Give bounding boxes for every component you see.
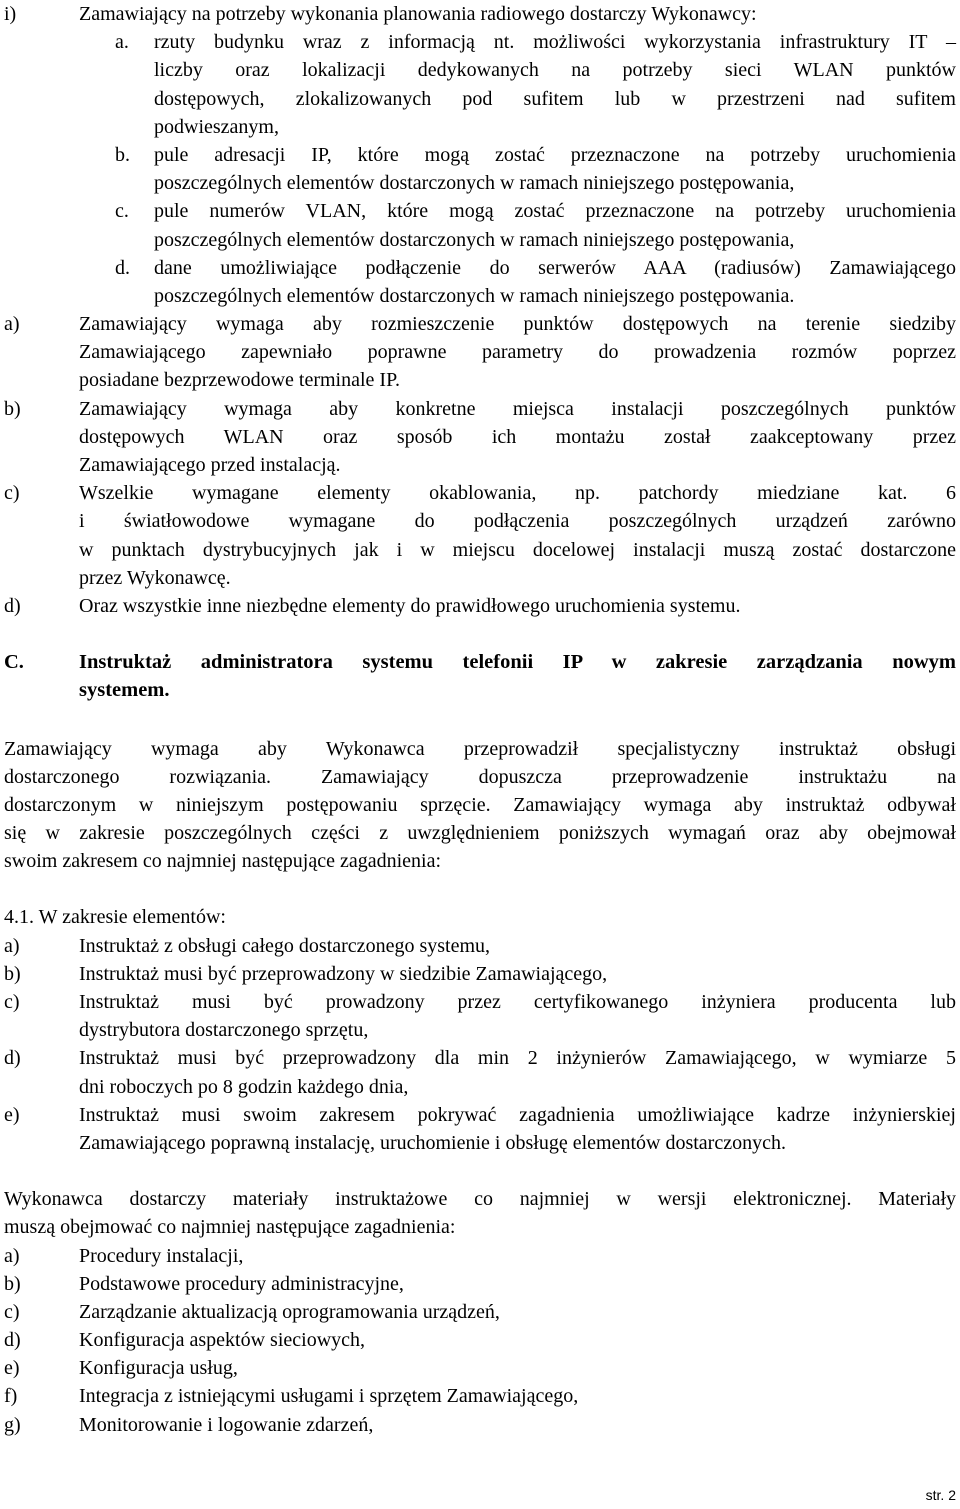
list-item-row [4, 1101, 956, 1129]
list-marker: c) [4, 1300, 20, 1323]
spacer [4, 875, 956, 903]
list-marker: a) [4, 934, 20, 957]
section-41-heading: 4.1. W zakresie elementów: [4, 906, 226, 929]
list-item-row [4, 395, 956, 423]
list-marker: i) [4, 3, 17, 25]
list-marker: d) [4, 1047, 21, 1070]
list-item [4, 1382, 956, 1410]
list-item [4, 1270, 956, 1298]
list-item-text: dni roboczych po 8 godzin każdego dnia, [79, 1075, 409, 1098]
list-item-text: Instruktaż musi być przeprowadzony dla min 2 inżynierów Zamawiającego, w wymiarze 5 [79, 1047, 956, 1070]
list-item [4, 988, 956, 1044]
list-item-row [4, 479, 956, 507]
list-item-text: dystrybutora dostarczonego sprzętu, [79, 1019, 369, 1042]
list-marker: b) [4, 1272, 21, 1295]
list-item-text: Instruktaż musi być prowadzony przez certyfikowanego inżyniera producenta lub [79, 991, 956, 1013]
section-i-heading [4, 0, 956, 28]
sub-list-item [4, 197, 956, 253]
list-item [4, 1044, 956, 1100]
list-item-text: pule numerów VLAN, które mogą zostać przeznaczone na potrzeby uruchomienia [154, 200, 956, 223]
list-item [4, 1101, 956, 1157]
list-marker: e) [4, 1103, 20, 1126]
list-item-text: dane umożliwiające podłączenie do serwerów AAA (radiusów) Zamawiającego [154, 256, 956, 279]
list-marker: d) [4, 1329, 21, 1352]
list-marker: a) [4, 1244, 20, 1267]
materials-list [4, 1242, 956, 1439]
list-item [4, 310, 956, 395]
list-marker: c) [4, 991, 20, 1013]
list-marker: e) [4, 1357, 20, 1380]
list-item-text: Podstawowe procedury administracyjne, [79, 1272, 404, 1295]
list-item-text: i światłowodowe wymagane do podłączenia poszczególnych urządzeń zarówno [79, 510, 956, 533]
list-item-text: Integracja z istniejącymi usługami i sprzętem Zamawiającego, [79, 1385, 579, 1408]
list-marker: g) [4, 1413, 21, 1436]
paragraph-line: Wykonawca dostarczy materiały instruktażowe co najmniej w wersji elektronicznej. Materiały [4, 1188, 956, 1211]
list-marker: b) [4, 397, 21, 420]
list-item-row [4, 960, 956, 988]
list-item-text: poszczególnych elementów dostarczonych w ramach niniejszego postępowania, [154, 172, 795, 195]
list-item-text: posiadane bezprzewodowe terminale IP. [79, 369, 400, 392]
list-item-text: Oraz wszystkie inne niezbędne elementy do prawidłowego uruchomienia systemu. [79, 594, 741, 617]
list-item-row [4, 254, 956, 282]
list-item-row [4, 310, 956, 338]
section-i-list [4, 28, 956, 310]
list-item [4, 395, 956, 480]
list-item-text: podwieszanym, [154, 115, 279, 138]
page-number: str. 2 [925, 1487, 956, 1503]
section-c-marker: C. [4, 651, 24, 674]
list-item-text: dostępowych WLAN oraz sposób ich montażu został zaakceptowany przez [79, 425, 956, 448]
requirements-list [4, 310, 956, 620]
list-item [4, 1242, 956, 1270]
sub-list-item [4, 254, 956, 310]
list-item-text: rzuty budynku wraz z informacją nt. możliwości wykorzystania infrastruktury IT – [154, 31, 956, 54]
list-item-text: pule adresacji IP, które mogą zostać przeznaczone na potrzeby uruchomienia [154, 143, 956, 166]
list-item-text: liczby oraz lokalizacji dedykowanych na potrzeby sieci WLAN punktów [154, 59, 956, 82]
paragraph-line: dostarczonym w niniejszym postępowaniu sprzęcie. Zamawiający wymaga aby instruktaż odbywał [4, 793, 956, 816]
list-item-text: Instruktaż musi swoim zakresem pokrywać zagadnienia umożliwiające kadrze inżynierskiej [79, 1103, 956, 1126]
list-marker: a. [115, 31, 129, 54]
list-item [4, 592, 956, 620]
list-item-text: Instruktaż z obsługi całego dostarczonego systemu, [79, 934, 490, 957]
spacer [4, 1157, 956, 1185]
list-item-text: Konfiguracja usług, [79, 1357, 238, 1380]
list-item-row [4, 988, 956, 1016]
sub-list-item [4, 28, 956, 141]
list-marker: f) [4, 1385, 18, 1408]
list-marker: a) [4, 313, 20, 336]
list-marker: d) [4, 594, 21, 617]
list-item-text: Wszelkie wymagane elementy okablowania, np. patchordy miedziane kat. 6 [79, 482, 956, 505]
list-item-row [4, 141, 956, 169]
document-page [4, 0, 956, 1439]
list-item-row [4, 932, 956, 960]
paragraph-line: swoim zakresem co najmniej następujące zagadnienia: [4, 850, 442, 873]
list-item-text: Zamawiającego zapewniało poprawne parametry do prowadzenia rozmów poprzez [79, 341, 956, 364]
list-item-text: przez Wykonawcę. [79, 566, 231, 589]
intro-paragraph [4, 735, 956, 876]
list-item [4, 960, 956, 988]
list-item-text: dostępowych, zlokalizowanych pod sufitem lub w przestrzeni nad sufitem [154, 87, 956, 110]
section-41-list [4, 932, 956, 1158]
list-item [4, 1298, 956, 1326]
paragraph-line: się w zakresie poszczególnych części z uwzględnieniem poniższych wymagań oraz aby obejmował [4, 822, 956, 845]
list-item [4, 932, 956, 960]
paragraph-line: muszą obejmować co najmniej następujące zagadnienia: [4, 1216, 456, 1239]
list-item-text: Konfiguracja aspektów sieciowych, [79, 1329, 366, 1352]
paragraph-line: Zamawiający wymaga aby Wykonawca przeprowadził specjalistyczny instruktaż obsługi [4, 737, 956, 760]
list-item [4, 1354, 956, 1382]
list-marker: b) [4, 962, 21, 985]
list-item [4, 1326, 956, 1354]
section-i-text: Zamawiający na potrzeby wykonania planowania radiowego dostarczy Wykonawcy: [79, 3, 757, 25]
spacer [4, 705, 956, 735]
list-item-text: Zamawiający wymaga aby konkretne miejsca instalacji poszczególnych punktów [79, 397, 956, 420]
list-item [4, 1411, 956, 1439]
heading-line: systemem. [79, 679, 170, 702]
list-marker: d. [115, 256, 130, 279]
materials-paragraph [4, 1185, 956, 1241]
list-item-row [4, 1044, 956, 1072]
list-item-text: Zamawiającego poprawną instalację, uruchomienie i obsługę elementów dostarczonych. [79, 1131, 786, 1154]
list-item-row [4, 197, 956, 225]
list-item-text: Procedury instalacji, [79, 1244, 244, 1267]
heading-line: Instruktaż administratora systemu telefonii IP w zakresie zarządzania nowym [79, 651, 956, 674]
list-item-text: poszczególnych elementów dostarczonych w ramach niniejszego postępowania. [154, 284, 795, 307]
list-marker: c. [115, 200, 129, 223]
sub-list-item [4, 141, 956, 197]
list-marker: c) [4, 482, 20, 505]
paragraph-line: dostarczonego rozwiązania. Zamawiający dopuszcza przeprowadzenie instruktażu na [4, 765, 956, 788]
list-item [4, 479, 956, 592]
list-item-text: Instruktaż musi być przeprowadzony w siedzibie Zamawiającego, [79, 962, 608, 985]
list-item-text: Zamawiający wymaga aby rozmieszczenie punktów dostępowych na terenie siedziby [79, 313, 956, 336]
list-item-text: w punktach dystrybucyjnych jak i w miejscu docelowej instalacji muszą zostać dostarczone [79, 538, 956, 561]
list-item-text: Zamawiającego przed instalacją. [79, 454, 341, 476]
list-item-text: poszczególnych elementów dostarczonych w ramach niniejszego postępowania, [154, 228, 795, 251]
section-c-heading [4, 648, 956, 704]
list-item-text: Zarządzanie aktualizacją oprogramowania urządzeń, [79, 1300, 500, 1323]
list-item-row [4, 28, 956, 56]
spacer [4, 620, 956, 648]
list-item-text: Monitorowanie i logowanie zdarzeń, [79, 1413, 374, 1436]
list-marker: b. [115, 143, 130, 166]
list-item-row [4, 592, 956, 620]
